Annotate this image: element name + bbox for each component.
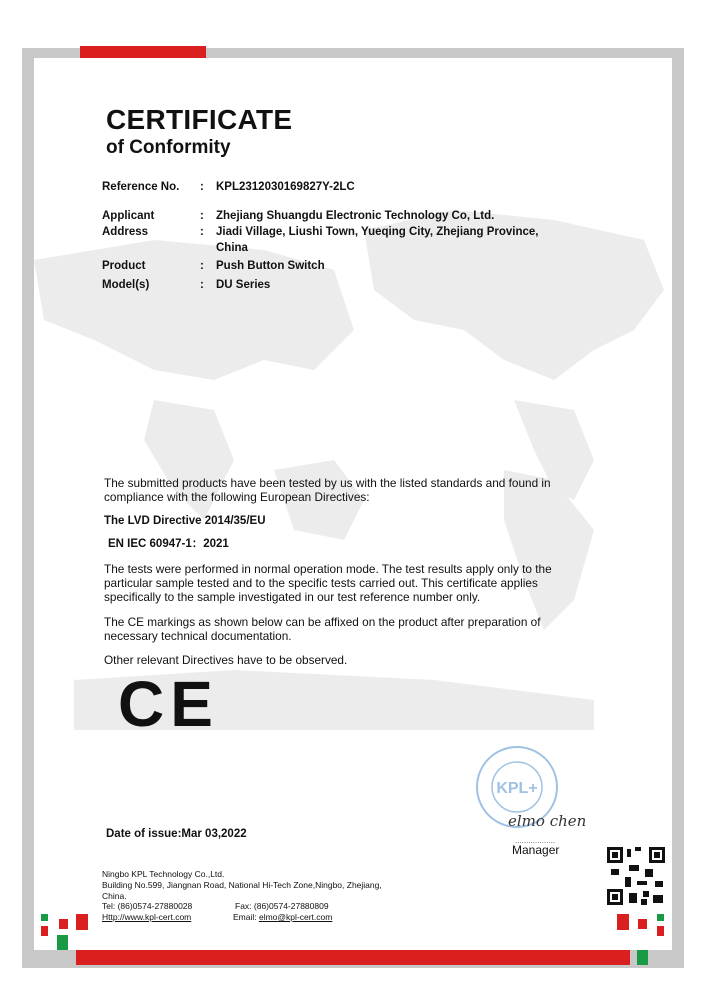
ce-paragraph: The CE markings as shown below can be affixed on the product after preparation of necessary technical documentation. <box>104 615 541 643</box>
issuer-address: Building No.599, Jiangnan Road, National Hi-Tech Zone,Ningbo, Zhejiang, <box>102 880 382 890</box>
decor-square <box>76 914 88 930</box>
colon: : <box>200 226 204 238</box>
svg-text:KPL+: KPL+ <box>496 780 538 797</box>
decor-square <box>59 919 68 929</box>
applicant-value: Zhejiang Shuangdu Electronic Technology Co, Ltd. <box>216 210 495 222</box>
signer-title: Manager <box>512 843 560 857</box>
decor-square <box>637 950 648 965</box>
issuer-address-line2: China. <box>102 891 127 901</box>
signature: elmo chen <box>508 812 587 830</box>
address-value-line2: China <box>216 242 248 254</box>
intro-paragraph: The submitted products have been tested by us with the listed standards and found in compliance with the following European Directives: <box>104 476 551 504</box>
applicant-label: Applicant <box>102 210 155 222</box>
directive: The LVD Directive 2014/35/EU <box>104 515 266 527</box>
reference-value: KPL2312030169827Y-2LC <box>216 181 355 193</box>
issuer-name: Ningbo KPL Technology Co.,Ltd. <box>102 869 225 879</box>
decor-square <box>41 914 48 921</box>
decor-square <box>638 919 647 929</box>
issuer-email-link[interactable]: elmo@kpl-cert.com <box>258 912 333 922</box>
certificate-subtitle: of Conformity <box>106 137 231 158</box>
ce-mark: CE <box>118 668 219 740</box>
colon: : <box>200 210 204 222</box>
tests-paragraph: The tests were performed in normal operation mode. The test results apply only to the particular sample tested and to the specific tests carried out. This certificate applies specifically to the sample investigated in our test reference number only. <box>104 562 552 604</box>
other-directives: Other relevant Directives have to be observed. <box>104 653 348 667</box>
decor-square <box>41 926 48 936</box>
decor-square <box>617 914 629 930</box>
email-label: Email: <box>233 912 259 922</box>
decor-square <box>657 914 664 921</box>
reference-label: Reference No. <box>102 181 180 193</box>
qr-code <box>605 845 667 907</box>
models-value: DU Series <box>216 279 271 291</box>
top-red-bar <box>80 46 206 58</box>
address-label: Address <box>102 226 149 238</box>
colon: : <box>200 181 204 193</box>
product-value: Push Button Switch <box>216 260 325 272</box>
issuer-fax: Fax: (86)0574-27880809 <box>235 901 329 911</box>
colon: : <box>200 279 204 291</box>
signature-line: .................. <box>515 836 556 845</box>
models-label: Model(s) <box>102 279 150 291</box>
date-of-issue: Date of issue:Mar 03,2022 <box>106 828 247 840</box>
product-label: Product <box>102 260 146 272</box>
standard: EN IEC 60947-1：2021 <box>108 538 229 550</box>
issuer-tel: Tel: (86)0574-27880028 <box>102 901 193 911</box>
colon: : <box>200 260 204 272</box>
bottom-red-bar <box>76 950 630 965</box>
decor-square <box>657 926 664 936</box>
issuer-website-link[interactable]: Http://www.kpl-cert.com <box>102 912 192 922</box>
address-value: Jiadi Village, Liushi Town, Yueqing City, Zhejiang Province, <box>216 226 539 238</box>
certificate-title: CERTIFICATE <box>106 104 293 135</box>
decor-square <box>57 935 68 950</box>
